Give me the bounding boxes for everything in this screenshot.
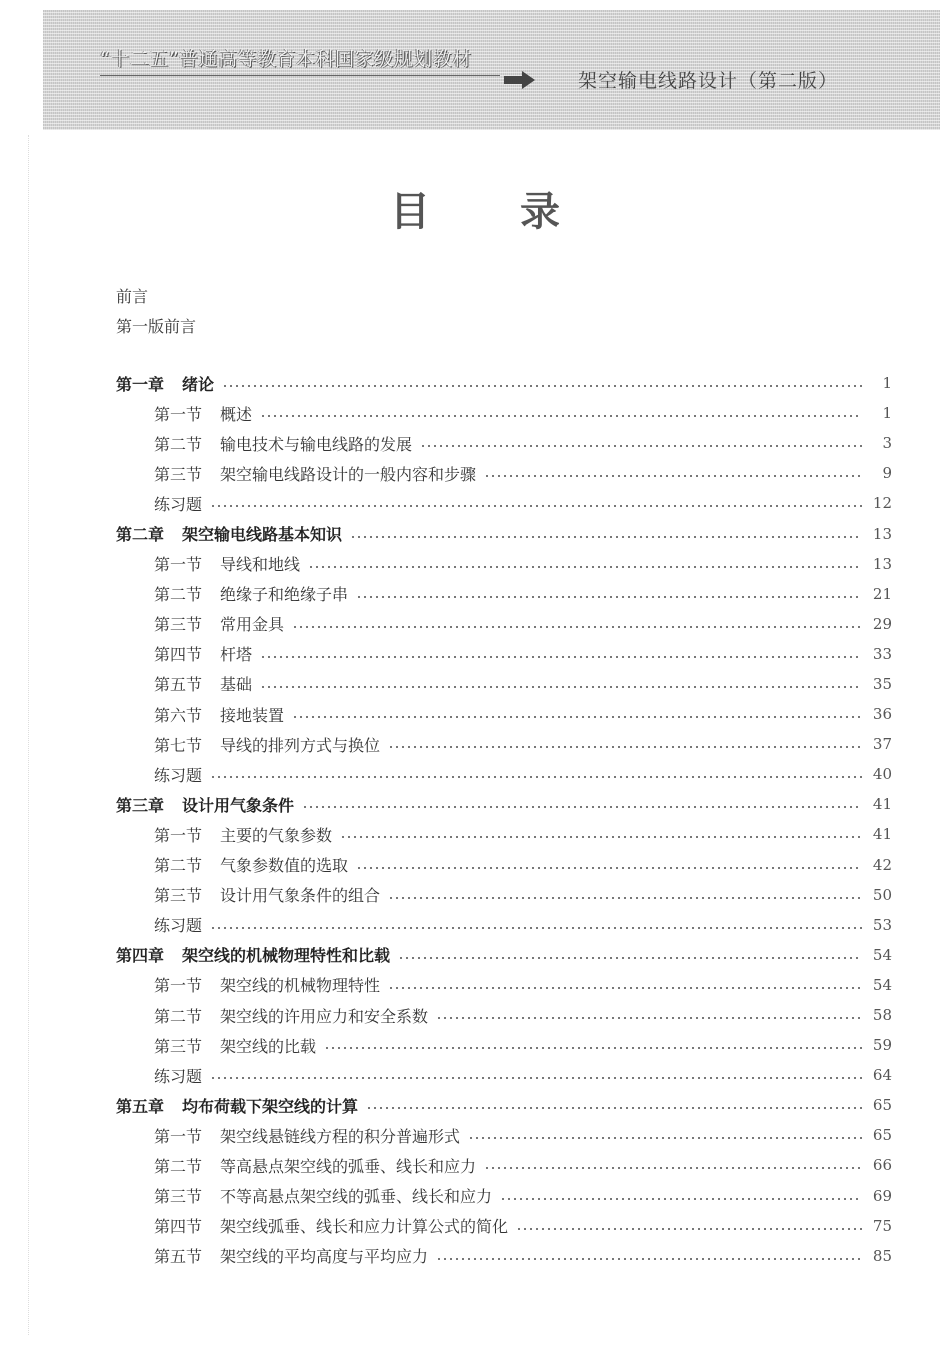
toc-page-number: 54 — [872, 975, 892, 994]
toc-page-number: 35 — [872, 674, 892, 693]
toc-entry-number: 第二节 — [154, 856, 203, 876]
toc-entry-label — [154, 733, 384, 756]
toc-section-entry[interactable] — [116, 609, 892, 639]
toc-entry-title: 均布荷载下架空线的计算 — [182, 1096, 359, 1116]
toc-entry-title: 等高悬点架空线的弧垂、线长和应力 — [220, 1156, 477, 1176]
toc-entry-title: 练习题 — [154, 1066, 203, 1086]
toc-section-entry[interactable] — [116, 880, 892, 910]
toc-entry-label — [154, 642, 256, 665]
toc-section-entry[interactable] — [116, 1181, 892, 1211]
toc-page-number: 1 — [882, 404, 892, 423]
toc-entry-label — [154, 672, 256, 695]
toc-entry-number: 第一节 — [154, 1126, 203, 1146]
dot-leader — [398, 957, 862, 959]
toc-page-number: 65 — [872, 1096, 892, 1115]
toc-entry-number: 第三章 — [116, 795, 165, 815]
toc-entry-label — [154, 1214, 512, 1237]
toc-entry-label — [116, 1094, 362, 1117]
book-title: 架空输电线路设计（第二版） — [578, 70, 839, 92]
toc-page-number: 3 — [882, 434, 892, 453]
dot-leader — [366, 1107, 862, 1109]
toc-section-entry[interactable] — [116, 1150, 892, 1180]
dot-leader — [340, 836, 862, 838]
toc-section-entry[interactable] — [116, 458, 892, 488]
toc-page-number: 13 — [872, 554, 892, 573]
toc-entry-number: 第五节 — [154, 675, 203, 695]
table-of-contents — [116, 368, 892, 1271]
toc-entry-label — [154, 1034, 320, 1057]
toc-section-entry[interactable] — [116, 549, 892, 579]
dot-leader — [356, 867, 862, 869]
toc-entry-title: 导线的排列方式与换位 — [220, 735, 381, 755]
toc-section-entry[interactable] — [116, 1000, 892, 1030]
dot-leader — [210, 927, 862, 929]
toc-entry-label — [154, 703, 288, 726]
dot-leader — [260, 656, 862, 658]
toc-entry-number: 第四章 — [116, 946, 165, 966]
toc-entry-number: 第二节 — [154, 1156, 203, 1176]
dot-leader — [222, 385, 862, 387]
toc-page-number: 29 — [872, 614, 892, 633]
toc-preface-link[interactable]: 前言 — [116, 287, 149, 306]
dot-leader — [292, 626, 862, 628]
toc-entry-label — [116, 793, 298, 816]
toc-section-entry[interactable] — [116, 850, 892, 880]
dot-leader — [210, 1077, 862, 1079]
toc-entry-title: 架空线弧垂、线长和应力计算公式的简化 — [220, 1217, 509, 1237]
toc-section-entry[interactable] — [116, 488, 892, 518]
toc-page-number: 9 — [882, 464, 892, 483]
toc-entry-number: 第二章 — [116, 525, 165, 545]
toc-entry-label — [154, 1004, 432, 1027]
toc-entry-title: 架空线的平均高度与平均应力 — [220, 1247, 429, 1267]
toc-entry-title: 基础 — [220, 675, 253, 695]
dot-leader — [468, 1137, 862, 1139]
toc-section-entry[interactable] — [116, 1241, 892, 1271]
toc-entry-title: 架空输电线路基本知识 — [182, 525, 343, 545]
toc-section-entry[interactable] — [116, 1030, 892, 1060]
toc-entry-label — [154, 1154, 480, 1177]
toc-entry-label — [154, 1184, 496, 1207]
toc-entry-label — [154, 913, 206, 936]
toc-page-number: 33 — [872, 644, 892, 663]
toc-entry-label — [154, 823, 336, 846]
toc-page-number: 64 — [872, 1066, 892, 1085]
series-title: “十二五”普通高等教育本科国家级规划教材 — [100, 48, 472, 70]
toc-entry-title: 输电技术与输电线路的发展 — [220, 434, 413, 454]
toc-entry-title: 不等高悬点架空线的弧垂、线长和应力 — [220, 1187, 493, 1207]
toc-section-entry[interactable] — [116, 759, 892, 789]
toc-page-number: 41 — [872, 795, 892, 814]
dot-leader — [436, 1258, 862, 1260]
toc-entry-label — [116, 522, 346, 545]
toc-page-number: 12 — [872, 494, 892, 513]
toc-page-number: 69 — [872, 1186, 892, 1205]
toc-entry-number: 第二节 — [154, 434, 203, 454]
toc-entry-label — [116, 372, 218, 395]
toc-chapter-entry[interactable] — [116, 518, 892, 548]
toc-entry-number: 第三节 — [154, 1036, 203, 1056]
toc-entry-label — [154, 552, 304, 575]
toc-page-number: 85 — [872, 1246, 892, 1265]
toc-entry-title: 绝缘子和绝缘子串 — [220, 585, 349, 605]
dot-leader — [388, 987, 862, 989]
toc-entry-number: 第七节 — [154, 735, 203, 755]
toc-entry-title: 气象参数值的选取 — [220, 856, 349, 876]
dot-leader — [436, 1017, 862, 1019]
dot-leader — [260, 415, 862, 417]
toc-page-number: 42 — [872, 855, 892, 874]
toc-entry-label — [154, 1124, 464, 1147]
toc-entry-label — [116, 943, 394, 966]
toc-section-entry[interactable] — [116, 819, 892, 849]
toc-entry-label — [154, 612, 288, 635]
toc-first-edition-preface-link[interactable]: 第一版前言 — [116, 317, 197, 336]
toc-entry-label — [154, 1244, 432, 1267]
toc-entry-number: 第一章 — [116, 374, 165, 394]
toc-entry-number: 第一节 — [154, 404, 203, 424]
toc-entry-label — [154, 402, 256, 425]
toc-entry-label — [154, 432, 416, 455]
toc-section-entry[interactable] — [116, 970, 892, 1000]
toc-page-number: 1 — [882, 374, 892, 393]
toc-entry-number: 第六节 — [154, 705, 203, 725]
dot-leader — [516, 1228, 862, 1230]
right-arrow-icon — [504, 70, 536, 90]
toc-entry-title: 绪论 — [182, 374, 215, 394]
toc-entry-label — [154, 973, 384, 996]
toc-chapter-entry[interactable] — [116, 1090, 892, 1120]
toc-entry-title: 架空线的比载 — [220, 1036, 317, 1056]
dot-leader — [420, 445, 862, 447]
toc-entry-label — [154, 763, 206, 786]
toc-entry-title: 设计用气象条件的组合 — [220, 886, 381, 906]
toc-section-entry[interactable] — [116, 910, 892, 940]
toc-page-number: 40 — [872, 765, 892, 784]
toc-section-entry[interactable] — [116, 729, 892, 759]
toc-entry-number: 第二节 — [154, 585, 203, 605]
dot-leader — [210, 505, 862, 507]
toc-entry-title: 导线和地线 — [220, 555, 301, 575]
toc-page-number: 36 — [872, 705, 892, 724]
toc-entry-title: 练习题 — [154, 916, 203, 936]
toc-page-number: 58 — [872, 1006, 892, 1025]
toc-entry-title: 设计用气象条件 — [182, 795, 295, 815]
toc-entry-title: 架空线的许用应力和安全系数 — [220, 1006, 429, 1026]
toc-entry-number: 第一节 — [154, 555, 203, 575]
dot-leader — [210, 776, 862, 778]
toc-page-number: 37 — [872, 735, 892, 754]
toc-entry-title: 概述 — [220, 404, 253, 424]
toc-entry-number: 第三节 — [154, 615, 203, 635]
toc-page-number: 66 — [872, 1156, 892, 1175]
toc-section-entry[interactable] — [116, 1060, 892, 1090]
dot-leader — [356, 596, 862, 598]
toc-entry-title: 常用金具 — [220, 615, 285, 635]
dot-leader — [324, 1047, 862, 1049]
page-title: 目录 — [390, 188, 650, 235]
toc-page-number: 75 — [872, 1216, 892, 1235]
dot-leader — [350, 536, 862, 538]
toc-entry-number: 第一节 — [154, 976, 203, 996]
toc-entry-number: 第三节 — [154, 1187, 203, 1207]
toc-entry-title: 杆塔 — [220, 645, 253, 665]
toc-section-entry[interactable] — [116, 639, 892, 669]
toc-entry-label — [154, 853, 352, 876]
toc-entry-title: 架空线悬链线方程的积分普遍形式 — [220, 1126, 461, 1146]
toc-chapter-entry[interactable] — [116, 940, 892, 970]
toc-entry-label — [154, 1064, 206, 1087]
dot-leader — [500, 1198, 862, 1200]
dot-leader — [302, 806, 862, 808]
toc-page-number: 50 — [872, 885, 892, 904]
toc-section-entry[interactable] — [116, 1211, 892, 1241]
toc-entry-label — [154, 492, 206, 515]
header-rule — [100, 75, 500, 76]
dot-leader — [292, 716, 862, 718]
toc-entry-label — [154, 462, 480, 485]
toc-page-number: 65 — [872, 1126, 892, 1145]
toc-entry-title: 主要的气象参数 — [220, 825, 333, 845]
dot-leader — [388, 897, 862, 899]
toc-page-number: 13 — [872, 524, 892, 543]
toc-entry-title: 接地装置 — [220, 705, 285, 725]
toc-entry-number: 第一节 — [154, 825, 203, 845]
toc-section-entry[interactable] — [116, 1120, 892, 1150]
toc-section-entry[interactable] — [116, 398, 892, 428]
toc-page-number: 21 — [872, 584, 892, 603]
toc-page-number: 53 — [872, 915, 892, 934]
dot-leader — [388, 746, 862, 748]
dot-leader — [484, 475, 862, 477]
toc-entry-number: 第五章 — [116, 1096, 165, 1116]
toc-section-entry[interactable] — [116, 428, 892, 458]
toc-entry-label — [154, 883, 384, 906]
toc-entry-number: 第四节 — [154, 645, 203, 665]
toc-chapter-entry[interactable] — [116, 368, 892, 398]
toc-section-entry[interactable] — [116, 669, 892, 699]
toc-entry-title: 架空线的机械物理特性 — [220, 976, 381, 996]
scan-margin-line — [28, 135, 29, 1335]
toc-entry-title: 架空线的机械物理特性和比载 — [182, 946, 391, 966]
toc-entry-number: 第二节 — [154, 1006, 203, 1026]
toc-entry-number: 第四节 — [154, 1217, 203, 1237]
toc-entry-number: 第三节 — [154, 886, 203, 906]
toc-entry-number: 第三节 — [154, 464, 203, 484]
toc-entry-label — [154, 582, 352, 605]
toc-section-entry[interactable] — [116, 699, 892, 729]
toc-entry-title: 架空输电线路设计的一般内容和步骤 — [220, 464, 477, 484]
dot-leader — [484, 1167, 862, 1169]
toc-entry-title: 练习题 — [154, 494, 203, 514]
dot-leader — [260, 686, 862, 688]
toc-entry-title: 练习题 — [154, 765, 203, 785]
toc-chapter-entry[interactable] — [116, 789, 892, 819]
toc-entry-number: 第五节 — [154, 1247, 203, 1267]
toc-section-entry[interactable] — [116, 579, 892, 609]
toc-page-number: 41 — [872, 825, 892, 844]
dot-leader — [308, 566, 862, 568]
toc-page-number: 54 — [872, 945, 892, 964]
toc-page-number: 59 — [872, 1036, 892, 1055]
